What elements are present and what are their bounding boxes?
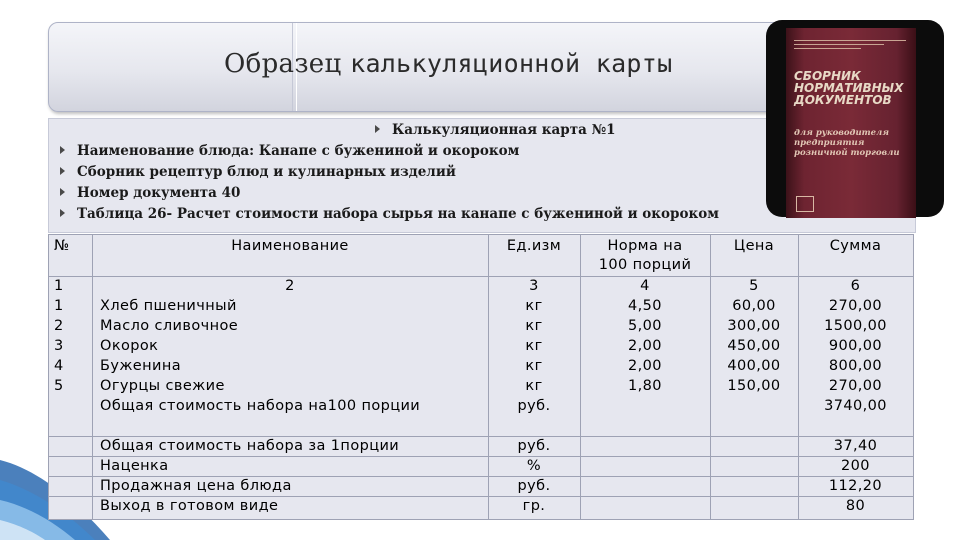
summary-unit: %: [526, 458, 542, 474]
item-num: 1: [54, 298, 64, 314]
bullet-card: [375, 122, 616, 138]
bullet-card-text: Калькуляционная карта №1: [392, 122, 616, 138]
header-norm-line2: 100 порций: [598, 257, 692, 273]
item-norm: 2,00: [628, 358, 662, 374]
book-title: СБОРНИК НОРМАТИВНЫХ ДОКУМЕНТОВ: [794, 69, 904, 107]
item-name: Буженина: [100, 358, 181, 374]
item-unit: кг: [525, 358, 543, 374]
summary-name: Наценка: [100, 458, 169, 474]
colnum-price: 5: [749, 278, 759, 294]
book-logo-icon: [796, 196, 814, 212]
header-price: Цена: [733, 238, 775, 254]
colnum-num: 1: [54, 278, 64, 294]
table-rule: [48, 234, 914, 235]
bullet-doc-number-text: Номер документа 40: [77, 185, 241, 201]
table-rule: [48, 456, 914, 457]
title-box: [48, 22, 790, 112]
item-sum: 270,00: [828, 378, 883, 394]
bullet-arrow-icon: [60, 188, 65, 196]
bullet-dish: [60, 143, 519, 159]
item-name: Огурцы свежие: [100, 378, 225, 394]
item-name: Хлеб пшеничный: [100, 298, 237, 314]
item-unit: кг: [525, 298, 543, 314]
item-sum: 900,00: [828, 338, 883, 354]
header-sum: Сумма: [829, 238, 882, 254]
item-num: 4: [54, 358, 64, 374]
summary-sum: 112,20: [828, 478, 883, 494]
total100-unit: руб.: [517, 398, 551, 414]
slide-title: [224, 49, 672, 79]
bullet-arrow-icon: [60, 167, 65, 175]
bullet-table-ref-text: Таблица 26- Расчет стоимости набора сырья на канапе с бужениной и окороком: [77, 206, 719, 222]
summary-name: Выход в готовом виде: [100, 498, 279, 514]
item-norm: 4,50: [628, 298, 662, 314]
item-norm: 2,00: [628, 338, 662, 354]
bullet-doc-number: [60, 185, 240, 201]
colnum-unit: 3: [529, 278, 539, 294]
item-unit: кг: [525, 378, 543, 394]
summary-sum: 37,40: [833, 438, 878, 454]
bullet-collection-text: Сборник рецептур блюд и кулинарных изделий: [77, 164, 456, 180]
book-cover-image: [786, 28, 916, 218]
bullet-arrow-icon: [375, 125, 380, 133]
summary-sum: 80: [845, 498, 866, 514]
item-norm: 1,80: [628, 378, 662, 394]
header-num: №: [54, 238, 70, 254]
bullet-arrow-icon: [60, 146, 65, 154]
colnum-name: 2: [285, 278, 295, 294]
summary-unit: руб.: [517, 438, 551, 454]
item-name: Окорок: [100, 338, 159, 354]
summary-unit: руб.: [517, 478, 551, 494]
item-sum: 800,00: [828, 358, 883, 374]
item-price: 60,00: [732, 298, 776, 314]
header-unit: Ед.изм: [506, 238, 562, 254]
summary-sum: 200: [841, 458, 870, 474]
item-name: Масло сливочное: [100, 318, 239, 334]
item-num: 2: [54, 318, 64, 334]
colnum-norm: 4: [640, 278, 650, 294]
item-sum: 1500,00: [824, 318, 887, 334]
total100-sum: 3740,00: [824, 398, 887, 414]
item-norm: 5,00: [628, 318, 662, 334]
item-unit: кг: [525, 318, 543, 334]
summary-name: Продажная цена блюда: [100, 478, 292, 494]
item-unit: кг: [525, 338, 543, 354]
colnum-sum: 6: [850, 278, 861, 294]
bullet-collection: [60, 164, 456, 180]
bullet-arrow-icon: [60, 209, 65, 217]
item-price: 450,00: [727, 338, 781, 354]
item-price: 300,00: [727, 318, 781, 334]
item-price: 400,00: [727, 358, 781, 374]
title-part-2: калькуляционной карты: [350, 49, 673, 78]
bullet-dish-text: Наименование блюда: Канапе с бужениной и окороком: [77, 143, 520, 159]
summary-unit: гр.: [522, 498, 546, 514]
item-sum: 270,00: [828, 298, 883, 314]
table-rule: [48, 234, 49, 520]
book-subtitle: для руководителя предприятия розничной торговли: [794, 128, 900, 158]
total100-name: Общая стоимость набора на100 порции: [100, 398, 421, 414]
title-part-1: Образец: [224, 49, 342, 79]
item-num: 5: [54, 378, 64, 394]
table-rule: [48, 519, 914, 520]
item-num: 3: [54, 338, 64, 354]
header-name: Наименование: [231, 238, 349, 254]
book-cover-header: [794, 40, 906, 49]
bullet-table-ref: [60, 206, 719, 222]
item-price: 150,00: [727, 378, 781, 394]
table-rule: [913, 234, 914, 520]
summary-name: Общая стоимость набора за 1порции: [100, 438, 400, 454]
cost-table: [48, 234, 914, 520]
header-norm-line1: Норма на: [607, 238, 683, 254]
